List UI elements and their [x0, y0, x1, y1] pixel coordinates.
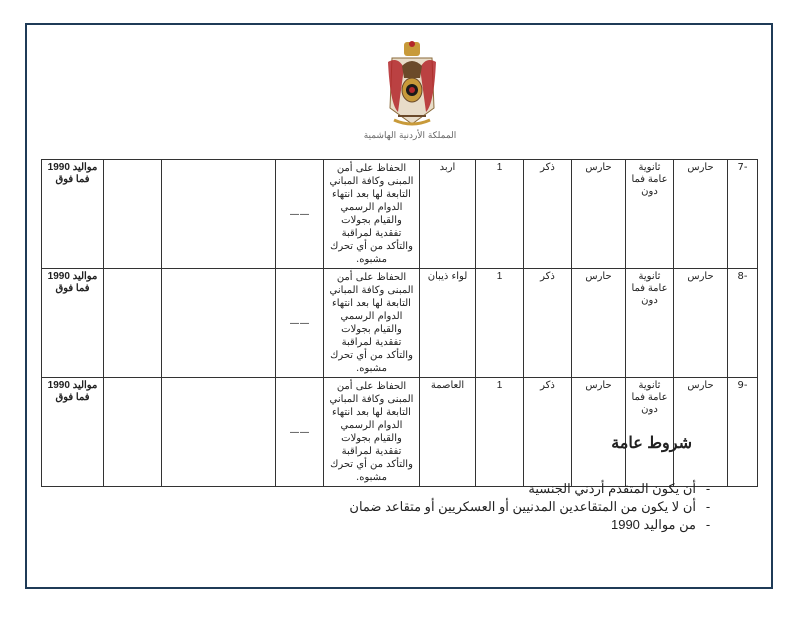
count-cell: 1: [476, 378, 524, 487]
gender-cell: ذكر: [524, 269, 572, 378]
blank-cell: [104, 160, 162, 269]
job-title-cell: حارس: [674, 378, 728, 487]
education-cell: ثانوية عامة فما دون: [626, 378, 674, 487]
row-number: -8: [728, 269, 758, 378]
list-item: [349, 516, 720, 534]
birth-cell: مواليد 1990 فما فوق: [42, 160, 104, 269]
birth-cell: مواليد 1990 فما فوق: [42, 269, 104, 378]
condition-text: أن لا يكون من المتقاعدين المدنيين أو العسكريين أو متقاعد ضمان: [349, 499, 696, 514]
table-row: [42, 160, 758, 269]
dash-cell: ——: [276, 378, 324, 487]
description-cell: الحفاظ على أمن المبنى وكافة المباني التابعة لها بعد انتهاء الدوام الرسمي والقيام بجولات تفقدية لمراقبة والتأكد من أي تحرك مشبوه.: [324, 269, 420, 378]
job-cell: حارس: [572, 160, 626, 269]
job-title-cell: حارس: [674, 160, 728, 269]
bullet: -: [705, 481, 711, 496]
gender-cell: ذكر: [524, 378, 572, 487]
row-number: -7: [728, 160, 758, 269]
condition-text: من مواليد 1990: [610, 517, 696, 532]
location-cell: اربد: [420, 160, 476, 269]
job-title-cell: حارس: [674, 269, 728, 378]
bullet: -: [705, 517, 711, 532]
coat-of-arms-emblem: [384, 38, 440, 130]
list-item: [349, 498, 720, 516]
condition-text: أن يكون المتقدم أردني الجنسية: [528, 481, 696, 496]
dash-cell: ——: [276, 269, 324, 378]
description-cell: الحفاظ على أمن المبنى وكافة المباني التابعة لها بعد انتهاء الدوام الرسمي والقيام بجولات تفقدية لمراقبة والتأكد من أي تحرك مشبوه.: [324, 378, 420, 487]
location-cell: لواء ذيبان: [420, 269, 476, 378]
dash-cell: ——: [276, 160, 324, 269]
table-row: [42, 378, 758, 487]
emblem-caption: المملكة الأردنية الهاشمية: [363, 131, 457, 141]
location-cell: العاصمة: [420, 378, 476, 487]
blank-cell: [162, 160, 276, 269]
blank-cell: [162, 378, 276, 487]
conditions-heading: شروط عامة: [611, 435, 692, 452]
gender-cell: ذكر: [524, 160, 572, 269]
job-cell: حارس: [572, 269, 626, 378]
count-cell: 1: [476, 269, 524, 378]
education-cell: ثانوية عامة فما دون: [626, 269, 674, 378]
blank-cell: [104, 269, 162, 378]
description-cell: الحفاظ على أمن المبنى وكافة المباني التابعة لها بعد انتهاء الدوام الرسمي والقيام بجولات تفقدية لمراقبة والتأكد من أي تحرك مشبوه.: [324, 160, 420, 269]
job-cell: حارس: [572, 378, 626, 487]
education-cell: ثانوية عامة فما دون: [626, 160, 674, 269]
bullet: -: [705, 499, 711, 514]
birth-cell: مواليد 1990 فما فوق: [42, 378, 104, 487]
blank-cell: [104, 378, 162, 487]
count-cell: 1: [476, 160, 524, 269]
conditions-list: [349, 480, 720, 534]
table-row: [42, 269, 758, 378]
row-number: -9: [728, 378, 758, 487]
list-item: [349, 480, 720, 498]
blank-cell: [162, 269, 276, 378]
